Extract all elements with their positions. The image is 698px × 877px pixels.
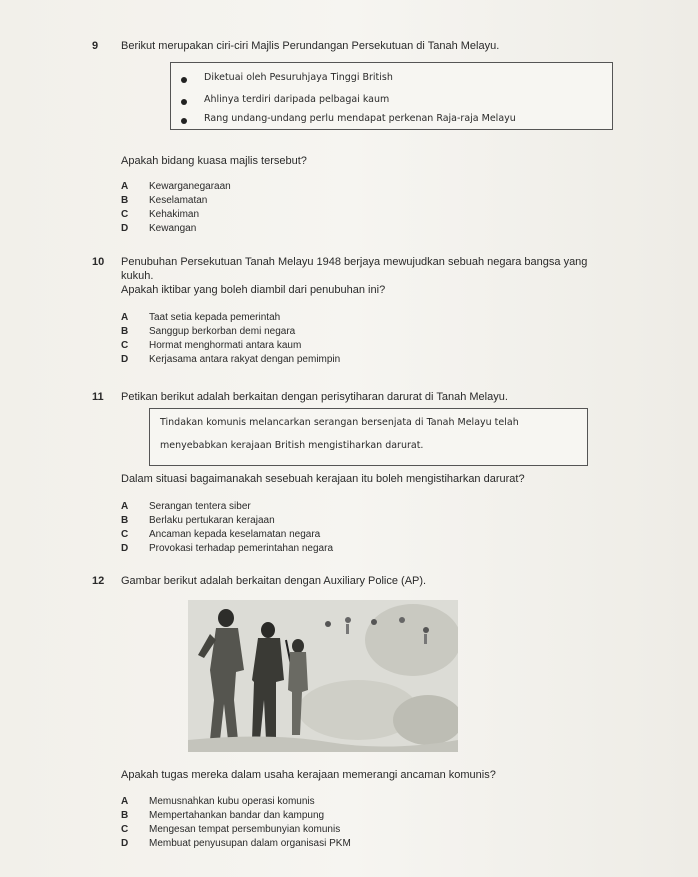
q10-stem-line2: kukuh. bbox=[121, 270, 154, 282]
q9-number: 9 bbox=[92, 40, 99, 52]
q9-stem: Berikut merupakan ciri-ciri Majlis Perundangan Persekutuan di Tanah Melayu. bbox=[121, 40, 500, 52]
q9-option-c[interactable]: C Kehakiman bbox=[121, 209, 200, 220]
q9-bullet-2: Ahlinya terdiri daripada pelbagai kaum bbox=[204, 94, 390, 105]
q10-stem-line1: Penubuhan Persekutuan Tanah Melayu 1948 berjaya mewujudkan sebuah negara bangsa yang bbox=[121, 256, 588, 268]
q10-option-d[interactable]: D Kerjasama antara rakyat dengan pemimpin bbox=[121, 354, 341, 365]
q11-option-b[interactable]: B Berlaku pertukaran kerajaan bbox=[121, 515, 275, 526]
q12-option-c[interactable]: C Mengesan tempat persembunyian komunis bbox=[121, 824, 341, 835]
bullet-icon bbox=[181, 118, 187, 124]
q10-option-a[interactable]: A Taat setia kepada pemerintah bbox=[121, 312, 281, 323]
q9-option-b[interactable]: B Keselamatan bbox=[121, 195, 208, 206]
q11-stem: Petikan berikut adalah berkaitan dengan perisytiharan darurat di Tanah Melayu. bbox=[121, 391, 508, 403]
q11-excerpt-line2: menyebabkan kerajaan British mengistiharkan darurat. bbox=[160, 440, 424, 451]
q9-option-a[interactable]: A Kewarganegaraan bbox=[121, 181, 231, 192]
q11-number: 11 bbox=[92, 391, 104, 403]
q12-stem: Gambar berikut adalah berkaitan dengan Auxiliary Police (AP). bbox=[121, 575, 427, 587]
q12-question: Apakah tugas mereka dalam usaha kerajaan memerangi ancaman komunis? bbox=[121, 769, 496, 781]
q10-option-b[interactable]: B Sanggup berkorban demi negara bbox=[121, 326, 296, 337]
bullet-icon bbox=[181, 77, 187, 83]
q11-question: Dalam situasi bagaimanakah sesebuah kerajaan itu boleh mengistiharkan darurat? bbox=[121, 473, 525, 485]
auxiliary-police-photo bbox=[188, 600, 458, 752]
q9-option-d[interactable]: D Kewangan bbox=[121, 223, 197, 234]
q9-bullet-3: Rang undang-undang perlu mendapat perkenan Raja-raja Melayu bbox=[204, 113, 516, 124]
q10-option-c[interactable]: C Hormat menghormati antara kaum bbox=[121, 340, 302, 351]
q12-option-b[interactable]: B Mempertahankan bandar dan kampung bbox=[121, 810, 325, 821]
q12-option-a[interactable]: A Memusnahkan kubu operasi komunis bbox=[121, 796, 315, 807]
q11-excerpt-line1: Tindakan komunis melancarkan serangan bersenjata di Tanah Melayu telah bbox=[160, 417, 519, 428]
q10-number: 10 bbox=[92, 256, 105, 268]
q9-question: Apakah bidang kuasa majlis tersebut? bbox=[121, 155, 307, 167]
q9-bullet-1: Diketuai oleh Pesuruhjaya Tinggi British bbox=[204, 72, 393, 83]
bullet-icon bbox=[181, 99, 187, 105]
q12-option-d[interactable]: D Membuat penyusupan dalam organisasi PKM bbox=[121, 838, 351, 849]
q11-option-c[interactable]: C Ancaman kepada keselamatan negara bbox=[121, 529, 321, 540]
q11-option-a[interactable]: A Serangan tentera siber bbox=[121, 501, 251, 512]
q10-question: Apakah iktibar yang boleh diambil dari penubuhan ini? bbox=[121, 284, 386, 296]
q11-option-d[interactable]: D Provokasi terhadap pemerintahan negara bbox=[121, 543, 334, 554]
q12-number: 12 bbox=[92, 575, 105, 587]
